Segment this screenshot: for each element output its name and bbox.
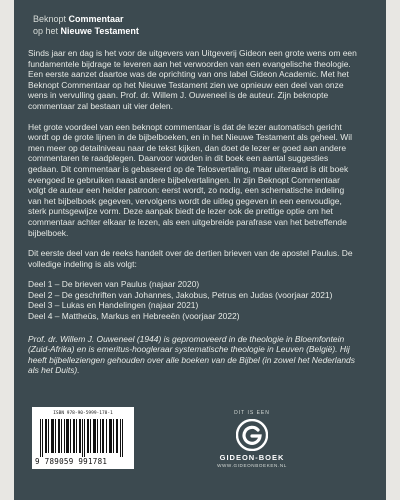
isbn-barcode [32, 407, 134, 469]
blurb-paragraph: Dit eerste deel van de reeks handelt over de dertien brieven van de apostel Paulus. De volledige indeling is als volgt: [28, 248, 353, 269]
volume-item: Deel 2 – De geschriften van Johannes, Jakobus, Petrus en Judas (voorjaar 2021) [28, 289, 333, 300]
blurb-paragraph: Sinds jaar en dag is het voor de uitgevers van Uitgeverij Gideon een grote wens om een fundamentele bijdrage te leveren aan het verwoorden van een evangelische theologie. Een eerste aanzet daartoe was de oprichting van ons label Gideon Academic. Met het Beknopt Commentaar op het Nieuwe Testament zien we opnieuw een deel van onze wens in vervulling gaan. Prof. dr. Willem J. Ouweneel is de auteur. Zijn beknopte commentaar zal bestaan uit vier delen. [28, 48, 357, 111]
publisher-url: WWW.GIDEONBOEKEN.NL [217, 463, 287, 468]
volume-item: Deel 3 – Lukas en Handelingen (najaar 2021) [28, 300, 199, 311]
gideon-g-logo-icon [236, 419, 268, 451]
blurb-paragraph: Het grote voordeel van een beknopt commentaar is dat de lezer automatisch gericht wordt op de grote lijnen in de bijbelboeken, en in het Nieuwe Testament als geheel. Wil men meer op detailniveau naar de tekst kijken, dan doet de lezer er goed aan andere commentaren te raadplegen. Daarvoor worden in dit boek een aantal suggesties gedaan. Dit commentaar is gebaseerd op de Telosvertaling, maar uiteraard is dit boek evengoed te gebruiken naast andere bijbelvertalingen. In zijn Beknopt Commentaar volgt de auteur een helder patroon: eerst wordt, zo nodig, een schematische indeling van het bijbelboek gegeven, vervolgens wordt de uitleg gegeven in een eenvoudige, sterk puntsgewijze vorm. Deze aanpak biedt de lezer ook de prettige optie om het commentaar achter elkaar te lezen, als een uitgebreide parafrase van het betreffende bijbelboek. [28, 121, 352, 238]
author-bio: Prof. dr. Willem J. Ouweneel (1944) is gepromoveerd in de theologie in Bloemfontein (Zuid-Afrika) en is emeritus-hoogleraar systematische theologie in Leuven (België). Hij heeft bijbelleziengen gehouden over alle boeken van de Bijbel (in zowel het Nederlands als het Duits). [28, 333, 355, 376]
series-title [33, 13, 139, 37]
blurb [28, 48, 358, 386]
volume-item: Deel 4 – Mattheüs, Markus en Hebreeën (voorjaar 2022) [28, 311, 240, 322]
publisher-name: GIDEON-BOEK [219, 453, 285, 462]
series-title-line-1: Beknopt Commentaar [33, 14, 124, 24]
book-back-cover [14, 0, 386, 500]
volume-list [28, 279, 358, 321]
series-title-line-2: op het Nieuwe Testament [33, 26, 139, 36]
isbn-label: ISBN 978-90-5999-178-1 [53, 411, 113, 416]
publisher-tagline: DIT IS EEN [234, 410, 270, 416]
volume-item: Deel 1 – De brieven van Paulus (najaar 2020) [28, 279, 200, 290]
isbn-digits: 9 789059 991781 [35, 457, 108, 466]
barcode-bars [40, 419, 126, 457]
